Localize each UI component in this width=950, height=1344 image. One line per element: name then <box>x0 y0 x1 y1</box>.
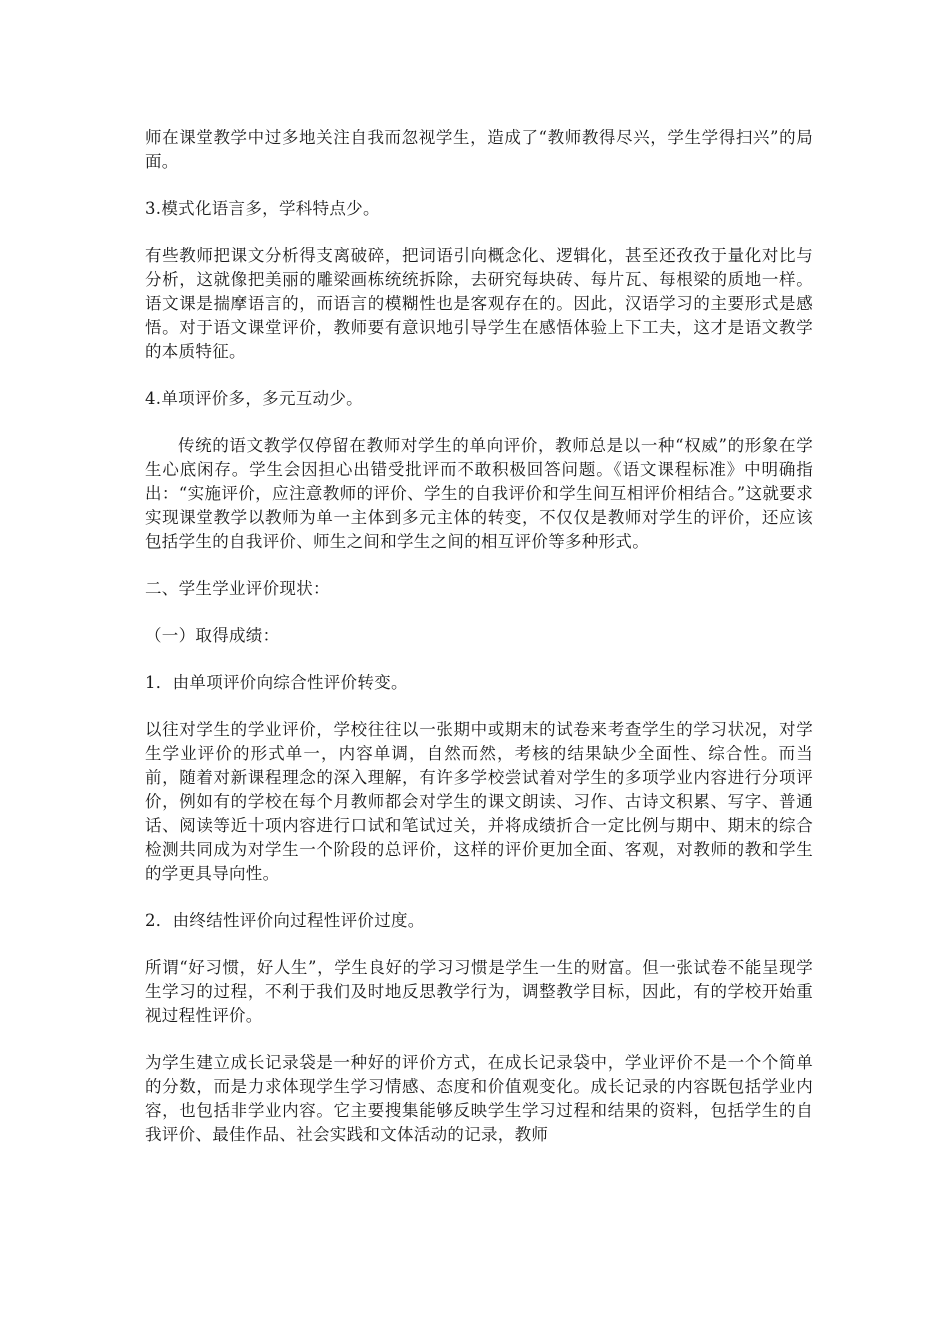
item-heading-1: 1．由单项评价向综合性评价转变。 <box>145 673 408 692</box>
document-body <box>145 126 813 1170</box>
paragraph-1: 师在课堂教学中过多地关注自我而忽视学生，造成了“教师教得尽兴，学生学得扫兴”的局面。 <box>145 128 813 171</box>
item-heading-2: 2．由终结性评价向过程性评价过度。 <box>145 911 425 930</box>
paragraph-4: 以往对学生的学业评价，学校往往以一张期中或期末的试卷来考查学生的学习状况，对学生学业评价的形式单一，内容单调，自然而然，考核的结果缺少全面性、综合性。而当前，随着对新课程理念的深入理解，有许多学校尝试着对学生的多项学业内容进行分项评价，例如有的学校在每个月教师都会对学生的课文朗读、习作、古诗文积累、写字、普通话、阅读等近十项内容进行口试和笔试过关，并将成绩折合一定比例与期中、期末的综合检测共同成为对学生一个阶段的总评价，这样的评价更加全面、客观，对教师的教和学生的学更具导向性。 <box>145 720 813 883</box>
paragraph-2: 有些教师把课文分析得支离破碎，把词语引向概念化、逻辑化，甚至还孜孜于量化对比与分析，这就像把美丽的雕梁画栋统统拆除，去研究每块砖、每片瓦、每根梁的质地一样。语文课是揣摩语言的，而语言的模糊性也是客观存在的。因此，汉语学习的主要形式是感悟。对于语文课堂评价，教师要有意识地引导学生在感悟体验上下工夫，这才是语文教学的本质特征。 <box>145 246 813 361</box>
section-heading-two: 二、学生学业评价现状： <box>145 579 330 598</box>
subsection-heading-1: （一）取得成绩： <box>145 626 280 645</box>
paragraph-3: 传统的语文教学仅停留在教师对学生的单向评价，教师总是以一种“权威”的形象在学生心底闲存。学生会因担心出错受批评而不敢积极回答问题。《语文课程标准》中明确指出：“实施评价，应注意教师的评价、学生的自我评价和学生间互相评价相结合。”这就要求实现课堂教学以教师为单一主体到多元主体的转变，不仅仅是教师对学生的评价，还应该包括学生的自我评价、师生之间和学生之间的相互评价等多种形式。 <box>145 436 813 551</box>
paragraph-5: 所谓“好习惯，好人生”，学生良好的学习习惯是学生一生的财富。但一张试卷不能呈现学生学习的过程，不利于我们及时地反思教学行为，调整教学目标，因此，有的学校开始重视过程性评价。 <box>145 958 813 1025</box>
section-heading-4: 4.单项评价多，多元互动少。 <box>145 389 363 408</box>
section-heading-3: 3.模式化语言多，学科特点少。 <box>145 199 380 218</box>
paragraph-6: 为学生建立成长记录袋是一种好的评价方式，在成长记录袋中，学业评价不是一个个简单的分数，而是力求体现学生学习情感、态度和价值观变化。成长记录的内容既包括学业内容，也包括非学业内容。它主要搜集能够反映学生学习过程和结果的资料，包括学生的自我评价、最佳作品、社会实践和文体活动的记录，教师 <box>145 1053 813 1144</box>
